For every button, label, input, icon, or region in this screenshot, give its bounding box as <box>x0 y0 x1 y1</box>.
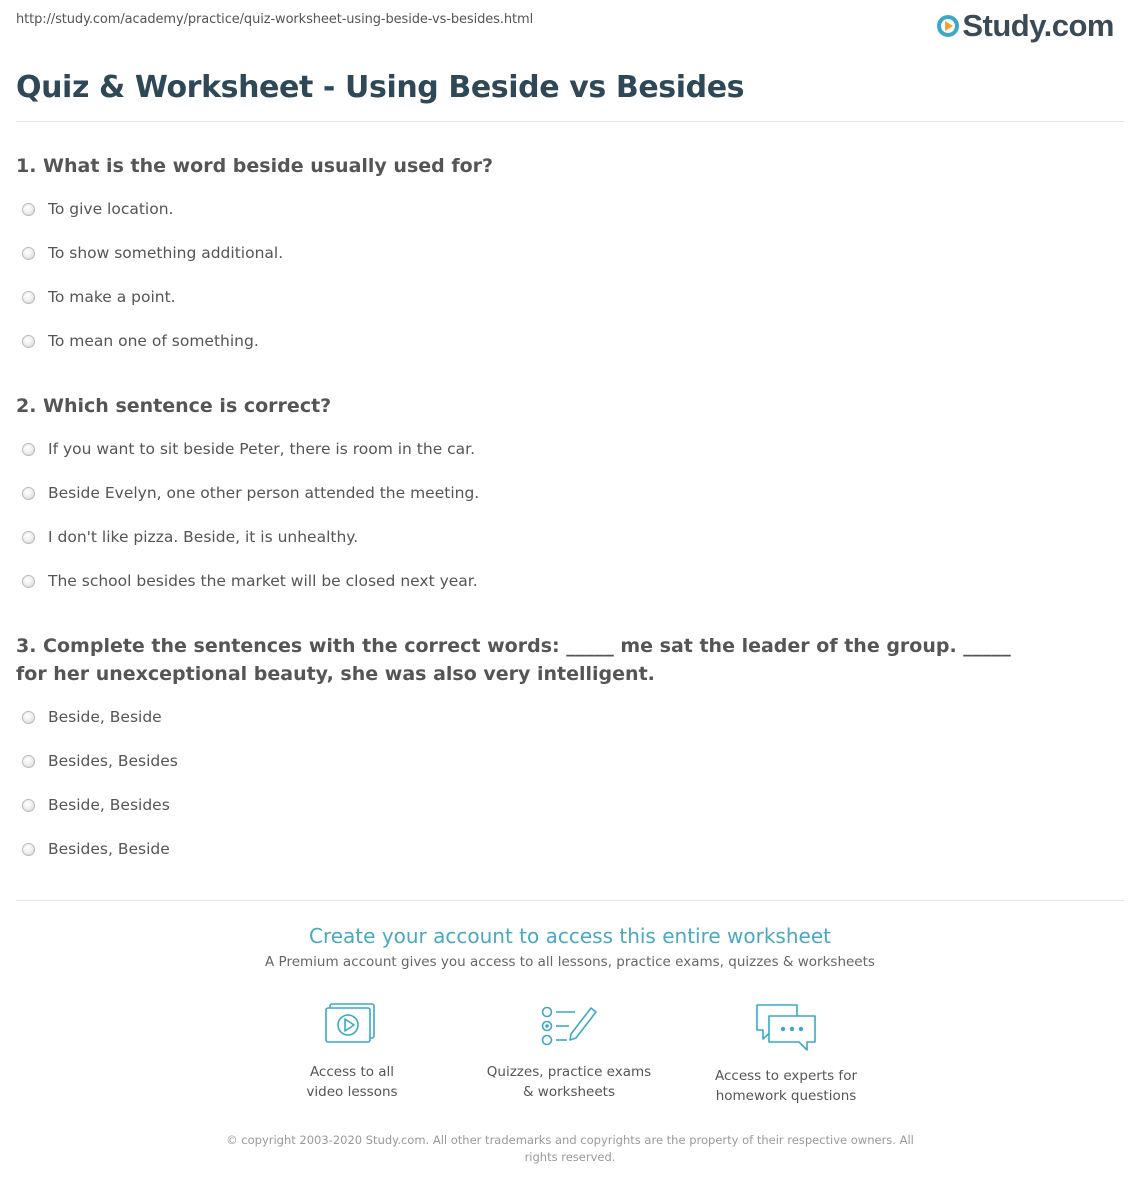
cta-subtitle: A Premium account gives you access to all lessons, practice exams, quizzes & worksheets <box>265 954 875 970</box>
study-logo[interactable] <box>937 8 1114 44</box>
radio-button[interactable] <box>22 755 35 768</box>
answer-label: The school besides the market will be closed next year. <box>48 572 478 590</box>
feature-label-line: & worksheets <box>522 1084 615 1100</box>
page-url: http://study.com/academy/practice/quiz-worksheet-using-beside-vs-besides.html <box>16 12 534 27</box>
video-lessons-icon <box>324 1002 380 1048</box>
radio-button[interactable] <box>22 575 35 588</box>
radio-button[interactable] <box>22 203 35 216</box>
feature-experts <box>686 1002 886 1106</box>
play-logo-icon <box>937 15 959 37</box>
feature-label-line: homework questions <box>715 1088 857 1104</box>
feature-label-line: Access to experts for <box>714 1068 857 1084</box>
radio-button[interactable] <box>22 843 35 856</box>
title-divider <box>16 121 1124 122</box>
cta-title[interactable]: Create your account to access this entire worksheet <box>309 924 831 948</box>
radio-button[interactable] <box>22 531 35 544</box>
feature-label-line: video lessons <box>306 1084 398 1100</box>
answer-label: Besides, Besides <box>48 752 178 770</box>
answer-label: Beside, Besides <box>48 796 170 814</box>
answer-label: Beside Evelyn, one other person attended the meeting. <box>48 484 480 502</box>
answer-option[interactable] <box>22 440 475 458</box>
logo-text: Study.com <box>962 8 1114 43</box>
answer-label: Beside, Beside <box>48 708 162 726</box>
answer-label: To mean one of something. <box>48 332 259 350</box>
answer-option[interactable] <box>22 572 478 590</box>
feature-video-lessons <box>252 1002 452 1102</box>
radio-button[interactable] <box>22 799 35 812</box>
answer-option[interactable] <box>22 840 170 858</box>
feature-label-line: Quizzes, practice exams <box>486 1064 652 1080</box>
answer-option[interactable] <box>22 708 162 726</box>
answer-option[interactable] <box>22 484 479 502</box>
copyright-notice: © copyright 2003-2020 Study.com. All other trademarks and copyrights are the property of their respective owners. All rights reserved. <box>226 1133 914 1164</box>
answer-option[interactable] <box>22 288 176 306</box>
answer-option[interactable] <box>22 752 178 770</box>
radio-button[interactable] <box>22 711 35 724</box>
radio-button[interactable] <box>22 335 35 348</box>
page-title: Quiz & Worksheet - Using Beside vs Besides <box>16 70 745 105</box>
question-1: 1. What is the word beside usually used for? <box>16 155 494 177</box>
answer-option[interactable] <box>22 796 170 814</box>
answer-label: To give location. <box>48 200 174 218</box>
answer-label: If you want to sit beside Peter, there is room in the car. <box>48 440 476 458</box>
answer-label: To show something additional. <box>48 244 284 262</box>
question-2: 2. Which sentence is correct? <box>16 395 332 417</box>
answer-option[interactable] <box>22 244 283 262</box>
answer-option[interactable] <box>22 332 259 350</box>
radio-button[interactable] <box>22 487 35 500</box>
chat-bubbles-icon <box>753 1002 819 1052</box>
radio-button[interactable] <box>22 291 35 304</box>
radio-button[interactable] <box>22 443 35 456</box>
quiz-checklist-icon <box>539 1002 599 1048</box>
answer-option[interactable] <box>22 528 358 546</box>
answer-label: Besides, Beside <box>48 840 170 858</box>
feature-quizzes <box>469 1002 669 1102</box>
feature-label-line: Access to all <box>309 1064 395 1080</box>
question-3: 3. Complete the sentences with the correct words: _____ me sat the leader of the group. _____ for her unexceptional beauty, she was also very intelligent. <box>16 635 1011 685</box>
answer-option[interactable] <box>22 200 173 218</box>
answer-label: I don't like pizza. Beside, it is unhealthy. <box>48 528 359 546</box>
radio-button[interactable] <box>22 247 35 260</box>
answer-label: To make a point. <box>48 288 176 306</box>
cta-divider <box>16 900 1124 901</box>
